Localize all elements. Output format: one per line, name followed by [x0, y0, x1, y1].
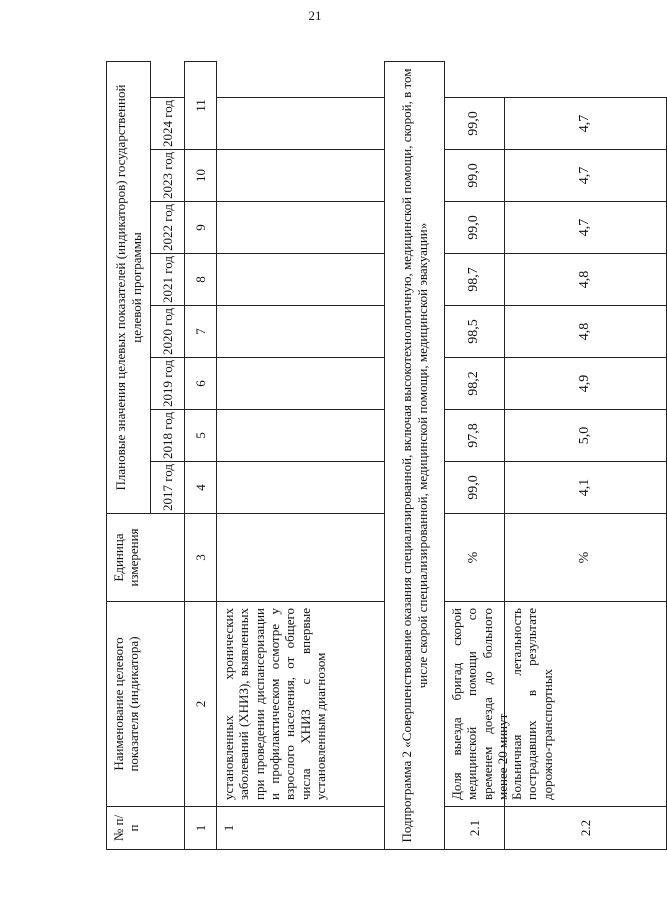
table-row-num — [504, 806, 667, 850]
header-num-text: № п/п — [111, 814, 142, 842]
header-year-text: 2020 год — [159, 308, 175, 355]
table-row-unit — [504, 513, 667, 602]
col-number — [184, 305, 217, 358]
table-row-value-text: 4,7 — [577, 114, 593, 133]
row1-value — [216, 409, 385, 462]
table-row-name — [504, 601, 667, 807]
table-row-name-text: Больничная летальность пострадавших в результате дорожно-транспортных — [509, 608, 555, 800]
col-number-text: 2 — [192, 700, 208, 708]
table-row-value-text: 4,9 — [577, 374, 593, 393]
table-row-value-text: 98,5 — [466, 319, 482, 344]
col-number — [184, 409, 217, 462]
header-year-text: 2021 год — [159, 256, 175, 303]
table-row-value — [444, 409, 505, 462]
row1-value — [216, 97, 385, 150]
table-row-value — [504, 305, 667, 358]
header-year-text: 2022 год — [159, 204, 175, 251]
table-row-value-text: 4,7 — [577, 218, 593, 237]
table-row-value-text: 97,8 — [466, 423, 482, 448]
table-row-num — [444, 806, 505, 850]
col-number-text: 4 — [192, 484, 208, 491]
table-row-name — [444, 601, 510, 807]
header-year — [150, 305, 185, 358]
row1-num-text: 1 — [221, 824, 236, 832]
header-year — [150, 357, 185, 410]
col-number — [184, 806, 217, 850]
row1-name — [216, 601, 385, 807]
col-number — [184, 601, 217, 807]
row1-value — [216, 253, 385, 306]
page-number: 21 — [308, 8, 322, 23]
table-row-value — [504, 201, 667, 254]
table-row-value-text: 4,7 — [577, 166, 593, 185]
table-row-value-text: 5,0 — [577, 426, 593, 445]
table-row-value-text: 98,2 — [466, 371, 482, 396]
col-number-text: 8 — [192, 276, 208, 283]
header-year-text: 2017 год — [159, 464, 175, 511]
row1-value — [216, 357, 385, 410]
col-number — [184, 201, 217, 254]
subprogram-row-text: Подпрограмма 2 «Совершенствование оказания специализированной, включая высокотехнологичную, медицинской помощи, скорой, в том числе скорой специализированной, медицинской помощи, медицинской эвакуации» — [399, 68, 430, 843]
col-number-text: 3 — [192, 554, 208, 561]
row1-unit — [216, 513, 385, 602]
table-row-value-text: 99,0 — [466, 111, 482, 136]
header-year-text: 2023 год — [159, 152, 175, 199]
table-row-name-text: Доля выезда бригад скорой медицинской помощи со временем доезда до больного менее 20 минут — [449, 608, 510, 800]
table-row-unit — [444, 513, 505, 602]
col-number-text: 6 — [192, 380, 208, 387]
header-year — [150, 97, 185, 150]
table-row-value-text: 99,0 — [466, 475, 482, 500]
table-row-num-text: 2.1 — [466, 819, 482, 837]
row1-num — [216, 806, 385, 850]
header-unit-text: Единица измерения — [111, 528, 142, 587]
table-row-value — [444, 253, 505, 306]
table-row-value-text: 4,1 — [577, 478, 593, 497]
table-row-value — [504, 97, 667, 150]
subprogram-row — [384, 61, 445, 850]
table-row-value — [504, 253, 667, 306]
row1-value — [216, 305, 385, 358]
indicator-table — [106, 62, 666, 850]
col-number — [184, 149, 217, 202]
header-year — [150, 253, 185, 306]
col-number — [184, 253, 217, 306]
header-year-text: 2019 год — [159, 360, 175, 407]
table-row-value — [444, 305, 505, 358]
header-name-text: Наименование целевого показателя (индикатора) — [111, 636, 142, 772]
table-row-value-text: 99,0 — [466, 215, 482, 240]
row1-value — [216, 149, 385, 202]
col-number — [184, 513, 217, 602]
table-row-value — [504, 409, 667, 462]
col-number-text: 1 — [192, 824, 208, 832]
header-year-text: 2018 год — [159, 412, 175, 459]
table-row-value — [504, 149, 667, 202]
col-number-text: 9 — [192, 224, 208, 231]
col-number-text: 5 — [192, 432, 208, 439]
row1-name-text: установленных хронических заболеваний (ХНИЗ), выявленных при проведении диспансеризации и профилактическом осмотре у взрослого населения, от общего числа ХНИЗ с впервые установленным диагнозом — [221, 608, 328, 800]
header-year — [150, 201, 185, 254]
header-plan-text: Плановые значения целевых показателей (индикаторов) государственной целевой программы — [113, 84, 144, 491]
col-number — [184, 61, 217, 150]
table-row-value-text: 4,8 — [577, 270, 593, 289]
header-year-text: 2024 год — [159, 100, 175, 147]
table-row-value — [444, 201, 505, 254]
table-row-value-text: 99,0 — [466, 163, 482, 188]
table-row-value — [444, 149, 505, 202]
table-row-value-text: 98,7 — [466, 267, 482, 292]
header-year — [150, 461, 185, 514]
table-row-value-text: 4,8 — [577, 322, 593, 341]
col-number — [184, 461, 217, 514]
row1-value — [216, 201, 385, 254]
table-row-num-text: 2.2 — [577, 819, 593, 837]
row1-value — [216, 461, 385, 514]
table-row-value — [444, 97, 505, 150]
header-plan — [106, 61, 151, 514]
table-row-unit-text: % — [577, 551, 593, 564]
header-year — [150, 149, 185, 202]
table-row-value — [504, 357, 667, 410]
table-row-value — [444, 357, 505, 410]
table-row-unit-text: % — [466, 551, 482, 564]
header-year — [150, 409, 185, 462]
col-number-text: 7 — [192, 328, 208, 335]
col-number — [184, 357, 217, 410]
table-row-value — [444, 461, 505, 514]
col-number-text: 11 — [192, 99, 208, 112]
col-number-text: 10 — [192, 169, 208, 182]
table-row-value — [504, 461, 667, 514]
